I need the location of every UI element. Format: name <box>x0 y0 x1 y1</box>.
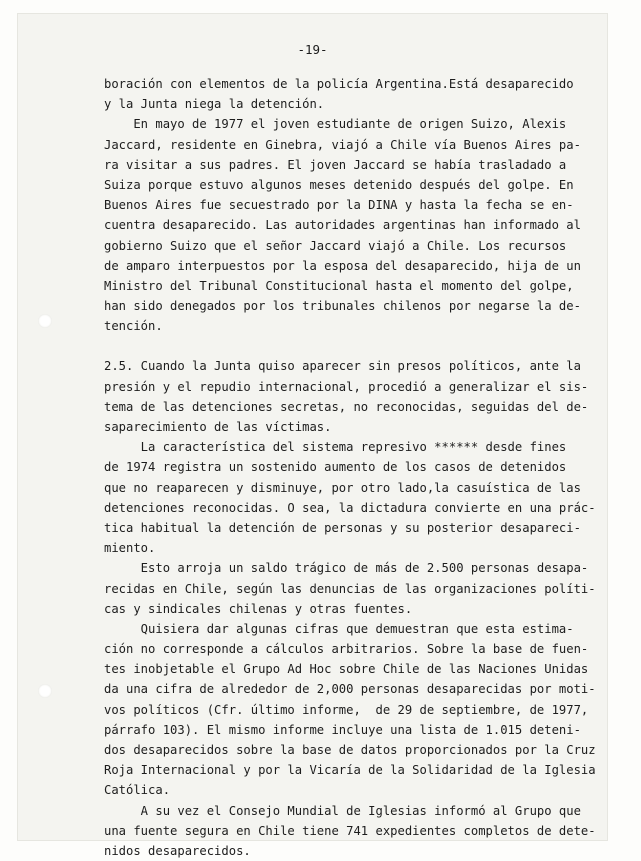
punch-hole <box>38 314 52 328</box>
text-line: miento. <box>104 541 156 556</box>
text-line: que no reaparecen y disminuye, por otro lado,la casuística de las <box>104 480 581 495</box>
text-line: gobierno Suizo que el señor Jaccard viajó a Chile. Los recursos <box>104 238 567 253</box>
text-line: han sido denegados por los tribunales chilenos por negarse la de- <box>104 299 581 314</box>
text-line: saparecimiento de las víctimas. <box>104 420 332 434</box>
text-line: vos políticos (Cfr. último informe, de 29 de septiembre, de 1977, <box>104 702 589 717</box>
text-line: presión y el repudio internacional, procedió a generalizar el sis- <box>104 379 589 394</box>
text-line: cas y sindicales chilenas y otras fuentes. <box>104 601 413 616</box>
text-line: Ministro del Tribunal Constitucional hasta el momento del golpe, <box>104 278 574 293</box>
text-line: Suiza porque estuvo algunos meses detenido después del golpe. En <box>104 177 574 192</box>
text-line: recidas en Chile, según las denuncias de las organizaciones políti- <box>104 581 596 596</box>
text-line: dos desaparecidos sobre la base de datos proporcionados por la Cruz <box>104 743 596 757</box>
text-line: una fuente segura en Chile tiene 741 expedientes completos de dete- <box>104 823 596 838</box>
paragraph-block-2 <box>104 356 604 861</box>
text-line: A su vez el Consejo Mundial de Iglesias informó al Grupo que <box>104 803 581 818</box>
text-line: de amparo interpuestos por la esposa del desaparecido, hija de un <box>104 258 581 273</box>
text-line: de 1974 registra un sostenido aumento de los casos de detenidos <box>104 460 567 475</box>
text-line: da una cifra de alrededor de 2,000 personas desaparecidas por moti- <box>104 682 596 697</box>
text-line: En mayo de 1977 el joven estudiante de origen Suizo, Alexis <box>104 117 567 132</box>
paragraph-gap <box>104 336 604 356</box>
text-line: ción no corresponde a cálculos arbitrarios. Sobre la base de fuen- <box>104 642 589 657</box>
text-line: y la Junta niega la detención. <box>104 97 325 112</box>
text-line: detenciones reconocidas. O sea, la dictadura convierte en una prác- <box>104 500 596 515</box>
text-line: tención. <box>104 319 163 334</box>
page-number: -19- <box>297 42 328 57</box>
text-line: boración con elementos de la policía Argentina.Está desaparecido <box>104 77 574 91</box>
text-line: Jaccard, residente en Ginebra, viajó a Chile vía Buenos Aires pa- <box>104 137 581 152</box>
text-line: nidos desaparecidos. <box>104 843 251 858</box>
text-line: cuentra desaparecido. Las autoridades argentinas han informado al <box>104 218 581 233</box>
text-line: Roja Internacional y por la Vicaría de la Solidaridad de la Iglesia <box>104 763 596 778</box>
punch-hole <box>38 684 52 698</box>
text-line: La característica del sistema represivo ****** desde fines <box>104 440 567 455</box>
text-line: Esto arroja un saldo trágico de más de 2.500 personas desapa- <box>104 561 589 576</box>
text-line: Quisiera dar algunas cifras que demuestran que esta estima- <box>104 621 574 636</box>
text-line: tema de las detenciones secretas, no reconocidas, seguidas del de- <box>104 399 589 414</box>
document-page <box>18 14 607 858</box>
text-line: ra visitar a sus padres. El joven Jaccard se había trasladado a <box>104 157 567 172</box>
text-line: Buenos Aires fue secuestrado por la DINA y hasta la fecha se en- <box>104 198 574 213</box>
text-line: Católica. <box>104 783 171 798</box>
document-body <box>104 74 604 861</box>
text-line: 2.5. Cuando la Junta quiso aparecer sin presos políticos, ante la <box>104 359 581 374</box>
text-line: párrafo 103). El mismo informe incluye una lista de 1.015 deteni- <box>104 722 581 737</box>
text-line: tes inobjetable el Grupo Ad Hoc sobre Chile de las Naciones Unidas <box>104 662 589 677</box>
paragraph-block-1 <box>104 74 604 336</box>
text-line: tica habitual la detención de personas y su posterior desapareci- <box>104 520 581 535</box>
